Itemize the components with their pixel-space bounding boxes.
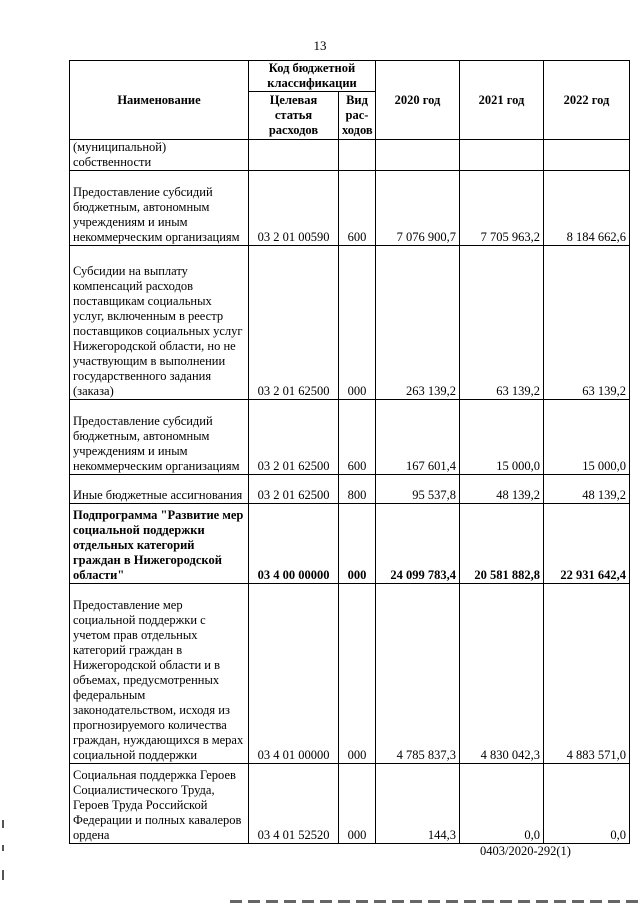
page-edge-marks [0, 0, 4, 905]
row-target-code: 03 4 01 00000 [249, 584, 339, 764]
table-row [70, 584, 630, 764]
row-amount-2020: 95 537,8 [376, 475, 460, 504]
row-amount-2022: 48 139,2 [544, 475, 630, 504]
row-name: Субсидии на выплату компенсаций расходов поставщикам социальных услуг, включенным в реестр поставщиков социальных услуг Нижегородской области, но не участвующим в выполнении государственного задания (заказа) [70, 246, 249, 400]
table-row [70, 246, 630, 400]
table-row [70, 171, 630, 246]
row-name: Предоставление субсидий бюджетным, автономным учреждениям и иным некоммерческим организациям [70, 171, 249, 246]
row-expense-kind: 600 [339, 400, 376, 475]
row-target-code: 03 2 01 62500 [249, 246, 339, 400]
row-expense-kind: 800 [339, 475, 376, 504]
row-name: Подпрограмма "Развитие мер социальной поддержки отдельных категорий граждан в Нижегородской области" [70, 504, 249, 584]
row-amount-2021: 15 000,0 [460, 400, 544, 475]
row-name: Иные бюджетные ассигнования [70, 475, 249, 504]
row-amount-2021: 4 830 042,3 [460, 584, 544, 764]
row-expense-kind: 000 [339, 504, 376, 584]
row-amount-2022: 22 931 642,4 [544, 504, 630, 584]
table-row [70, 140, 630, 171]
row-target-code: 03 2 01 00590 [249, 171, 339, 246]
row-amount-2022: 63 139,2 [544, 246, 630, 400]
row-name: Предоставление мер социальной поддержки с учетом прав отдельных категорий граждан в Нижегородской области и в объемах, предусмотренных федеральным законодательством, исходя из прогнозируемого количества граждан, нуждающихся в мерах социальной поддержки [70, 584, 249, 764]
row-amount-2020: 7 076 900,7 [376, 171, 460, 246]
row-amount-2022: 0,0 [544, 764, 630, 844]
header-code-group: Код бюджетной классификации [249, 61, 376, 92]
row-amount-2022 [544, 140, 630, 171]
row-target-code [249, 140, 339, 171]
row-amount-2020: 144,3 [376, 764, 460, 844]
row-name: (муниципальной) собственности [70, 140, 249, 171]
header-2020: 2020 год [376, 61, 460, 140]
row-amount-2021: 7 705 963,2 [460, 171, 544, 246]
page-number: 13 [313, 38, 327, 53]
header-kind: Вид рас-ходов [339, 92, 376, 140]
row-name: Предоставление субсидий бюджетным, автономным учреждениям и иным некоммерческим организациям [70, 400, 249, 475]
header-2022: 2022 год [544, 61, 630, 140]
row-expense-kind [339, 140, 376, 171]
table-row [70, 475, 630, 504]
row-amount-2021: 20 581 882,8 [460, 504, 544, 584]
row-target-code: 03 2 01 62500 [249, 400, 339, 475]
row-amount-2022: 15 000,0 [544, 400, 630, 475]
table-row [70, 764, 630, 844]
row-expense-kind: 000 [339, 764, 376, 844]
row-amount-2020: 167 601,4 [376, 400, 460, 475]
header-2021: 2021 год [460, 61, 544, 140]
row-amount-2021 [460, 140, 544, 171]
row-expense-kind: 000 [339, 246, 376, 400]
row-amount-2021: 48 139,2 [460, 475, 544, 504]
row-expense-kind: 600 [339, 171, 376, 246]
row-target-code: 03 2 01 62500 [249, 475, 339, 504]
row-amount-2022: 4 883 571,0 [544, 584, 630, 764]
row-target-code: 03 4 01 52520 [249, 764, 339, 844]
bottom-edge-marks [230, 900, 640, 903]
row-amount-2022: 8 184 662,6 [544, 171, 630, 246]
table-row [70, 504, 630, 584]
header-name: Наименование [70, 61, 249, 140]
document-code: 0403/2020-292(1) [480, 844, 571, 858]
row-amount-2020: 24 099 783,4 [376, 504, 460, 584]
budget-table [69, 60, 630, 844]
header-target: Целевая статья расходов [249, 92, 339, 140]
row-target-code: 03 4 00 00000 [249, 504, 339, 584]
row-amount-2021: 63 139,2 [460, 246, 544, 400]
table-row [70, 400, 630, 475]
row-amount-2020: 263 139,2 [376, 246, 460, 400]
row-amount-2020 [376, 140, 460, 171]
row-expense-kind: 000 [339, 584, 376, 764]
row-name: Социальная поддержка Героев Социалистического Труда, Героев Труда Российской Федерации и полных кавалеров ордена [70, 764, 249, 844]
row-amount-2020: 4 785 837,3 [376, 584, 460, 764]
row-amount-2021: 0,0 [460, 764, 544, 844]
